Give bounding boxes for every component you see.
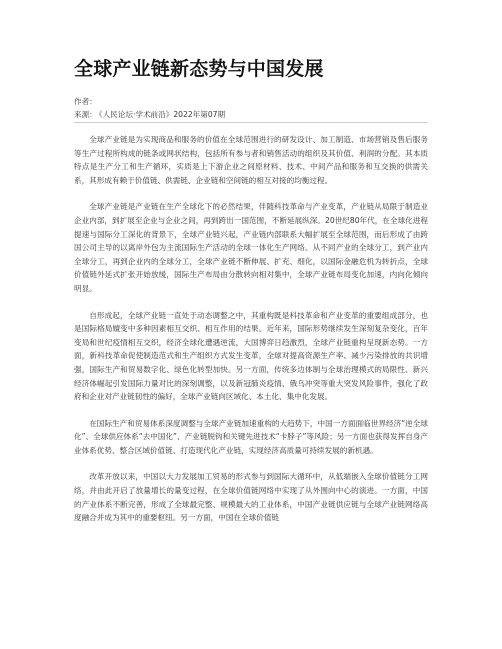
author-line [74,95,428,108]
source-line [74,108,428,121]
body-paragraph: 在国际生产和贸易体系深度调整与全球产业链加速重构的大趋势下，中国一方面面临世界经济“逆全球化”、全球供应体系“去中国化”、产业链脱钩和关键先进技术“卡脖子”等风险；另一方面也获得发挥自身产业体系优势、整合区域价值链、打造现代化产业链，实现经济高质量可持续发展的新机遇。 [74,418,428,455]
article-title: 全球产业链新态势与中国发展 [74,58,324,80]
body-paragraph: 全球产业链是产业链在生产全球化下的必然结果，伴随科技革命与产业变革，产业链从局限于制造业企业内部，到扩展至企业与企业之间，再到跨出一国范围，不断延展纵深。20世纪80年代，在全球化进程提速与国际分工深化的背景下，全球产业链兴起，产业链内部联系大幅扩展至全球范围，而后形成了由跨国公司主导的以离岸外包为主流国际生产活动的全球一体化生产网络。从不同产业的全球分工，到产业内全球分工，再到企业内的全球分工，全球产业链不断伸展、扩充、细化，以国际金融危机为转折点，全球价值链外延式扩张开始放缓，国际生产布局由分散转向相对集中，全球产业链布局变化加速，内向化倾向明显。 [74,202,428,293]
source-value: 《人民论坛·学术前沿》2022年第07期 [98,110,226,119]
body-paragraph: 改革开放以来，中国以大力发展加工贸易的形式参与到国际大循环中，从低端嵌入全球价值链分工网络，并由此开启了放量增长的量变过程，在全球价值链网络中实现了从外围向中心的演进。一方面，中国的产业体系不断完善，形成了全球最完整、规模最大的工业体系，中国产业链供应链与全球产业链网络高度融合并成为其中的重要枢纽。另一方面，中国在全球价值链 [74,472,428,523]
body-paragraph: 全球产业链是为实现商品和服务的价值在全球范围进行的研发设计、加工制造、市场营销及售后服务等生产过程所构成的链条或网状结构，包括所有参与者和销售活动的组织及其价值、利润的分配。其本质特点是生产分工和生产循环，实质是上下游企业之间原材料、技术、中间产品和服务和互交换的供需关系，其形成有赖于价值链、供需链、企业链和空间链的相互对接的均衡过程。 [74,135,428,185]
source-label: 来源： [74,110,97,119]
header-divider [74,122,428,123]
body-paragraph: 自形成起，全球产业链一直处于动态调整之中，其重构既是科技革命和产业变革的重要组成部分，也是国际格局嬗变中多种因素相互交织、相互作用的结果。近年来，国际形势继续发生深刻复杂变化，百年变局和世纪疫情相互交织，经济全球化遭遇逆流，大国博弈日趋激烈，全球产业链重构呈现新态势。一方面，新科技革命促使制造范式和生产组织方式发生变革，全球对提高资源生产率、减少污染排放的共识增强，国际生产和贸易数字化、绿色化转型加快。另一方面，传统多边体制与全球治理模式的局限性、新兴经济体崛起引发国际力量对比的深刻调整，以及新冠肺炎疫情、俄乌冲突等重大突发风险事件，强化了政府和企业对产业链韧性的偏好，全球产业链向区域化、本土化、集中化发展。 [74,310,428,402]
author-label: 作者： [74,97,97,106]
